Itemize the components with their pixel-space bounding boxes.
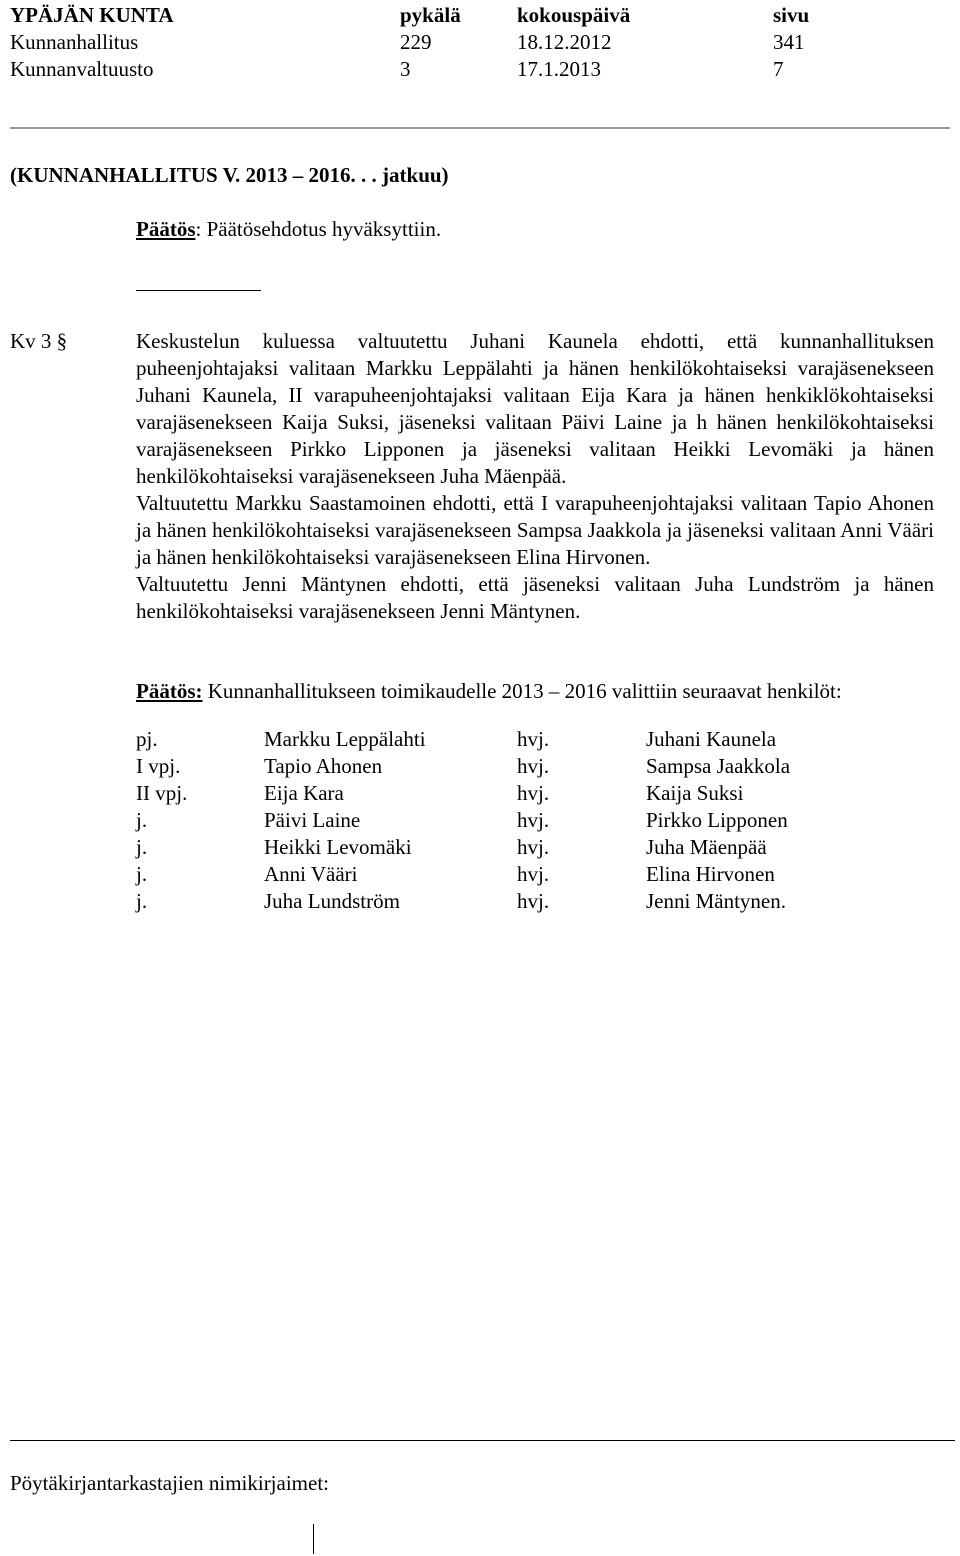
deputy-name: Sampsa Jaakkola (646, 754, 791, 778)
date-value: 17.1.2013 (517, 57, 601, 81)
deputy-role: hvj. (517, 862, 550, 886)
member-role: I vpj. (136, 754, 181, 778)
decision-1 (136, 216, 441, 243)
deputy-name: Juhani Kaunela (646, 727, 777, 751)
member-row (136, 726, 936, 753)
footer-label: Pöytäkirjantarkastajien nimikirjaimet: (10, 1471, 329, 1495)
pykala-value: 3 (400, 57, 411, 81)
member-row (136, 780, 936, 807)
header-row-kunnanvaltuusto (10, 56, 910, 83)
deputy-role: hvj. (517, 808, 550, 832)
member-name: Anni Vääri (264, 862, 358, 886)
member-role: pj. (136, 727, 158, 751)
sivu-value: 7 (773, 57, 784, 81)
section-separator (136, 290, 261, 291)
col-pykala: pykälä (400, 3, 461, 27)
body-name: Kunnanhallitus (10, 30, 139, 54)
org-name: YPÄJÄN KUNTA (10, 3, 174, 27)
deputy-role: hvj. (517, 727, 550, 751)
section-paragraph: Keskustelun kuluessa valtuutettu Juhani Kaunela ehdotti, että kunnanhallituksen puheenjohtajaksi valitaan Markku Leppälahti ja hänen henkilökohtaiseksi varajäsenekseen Juhani Kaunela, II varapuheenjohtajaksi valitaan Eija Kara ja hänen henkiklökohtaiseksi varajäsenekseen Kaija Suksi, jäseneksi valitaan Päivi Laine ja h hänen henkilökohtaiseksi varajäsenekseen Pirkko Lipponen ja jäseneksi valitaan Heikki Levomäki ja hänen henkilökohtaiseksi varajäsenekseen Juha Mäenpää. (136, 329, 934, 488)
deputy-role: hvj. (517, 889, 550, 913)
member-role: j. (136, 808, 148, 832)
section-paragraph: Valtuutettu Jenni Mäntynen ehdotti, että jäseneksi valitaan Juha Lundström ja hänen henkilökohtaiseksi varajäsenekseen Jenni Mäntynen. (136, 572, 934, 623)
header-row-kunnanhallitus (10, 29, 910, 56)
member-name: Eija Kara (264, 781, 344, 805)
member-name: Juha Lundström (264, 889, 400, 913)
member-role: j. (136, 889, 148, 913)
signature-divider (313, 1524, 314, 1554)
member-role: II vpj. (136, 781, 188, 805)
deputy-name: Jenni Mäntynen. (646, 889, 786, 913)
deputy-name: Elina Hirvonen (646, 862, 775, 886)
section-body (136, 328, 934, 625)
continuation-heading: (KUNNANHALLITUS V. 2013 – 2016. . . jatkuu) (10, 163, 449, 187)
deputy-role: hvj. (517, 754, 550, 778)
pykala-value: 229 (400, 30, 432, 54)
section-paragraph: Valtuutettu Markku Saastamoinen ehdotti, että I varapuheenjohtajaksi valitaan Tapio Ahonen ja hänen henkilökohtaiseksi varajäsenekseen Sampsa Jaakkola ja jäseneksi valitaan Anni Vääri ja hänen henkilökohtaiseksi varajäsenekseen Elina Hirvonen. (136, 491, 934, 569)
decision-1-text: : Päätösehdotus hyväksyttiin. (195, 217, 442, 241)
member-row (136, 807, 936, 834)
member-row (136, 861, 936, 888)
member-row (136, 888, 936, 915)
deputy-role: hvj. (517, 835, 550, 859)
member-name: Markku Leppälahti (264, 727, 426, 751)
member-role: j. (136, 862, 148, 886)
member-name: Päivi Laine (264, 808, 361, 832)
header-title-row (10, 2, 910, 29)
date-value: 18.12.2012 (517, 30, 612, 54)
decision-2-label: Päätös: (136, 679, 203, 703)
decision-1-label: Päätös (136, 217, 196, 241)
sivu-value: 341 (773, 30, 805, 54)
member-row (136, 834, 936, 861)
col-kokouspaiva: kokouspäivä (517, 3, 631, 27)
deputy-name: Juha Mäenpää (646, 835, 767, 859)
section-ref: Kv 3 § (10, 329, 68, 353)
members-table (136, 726, 936, 915)
deputy-name: Pirkko Lipponen (646, 808, 788, 832)
deputy-role: hvj. (517, 781, 550, 805)
header-divider (10, 127, 950, 129)
footer-divider (10, 1440, 955, 1441)
decision-2-text: Kunnanhallitukseen toimikaudelle 2013 – 2016 valittiin seuraavat henkilöt: (202, 679, 842, 703)
member-row (136, 753, 936, 780)
member-name: Tapio Ahonen (264, 754, 383, 778)
member-role: j. (136, 835, 148, 859)
body-name: Kunnanvaltuusto (10, 57, 154, 81)
deputy-name: Kaija Suksi (646, 781, 744, 805)
member-name: Heikki Levomäki (264, 835, 412, 859)
col-sivu: sivu (773, 3, 810, 27)
decision-2 (136, 678, 842, 705)
